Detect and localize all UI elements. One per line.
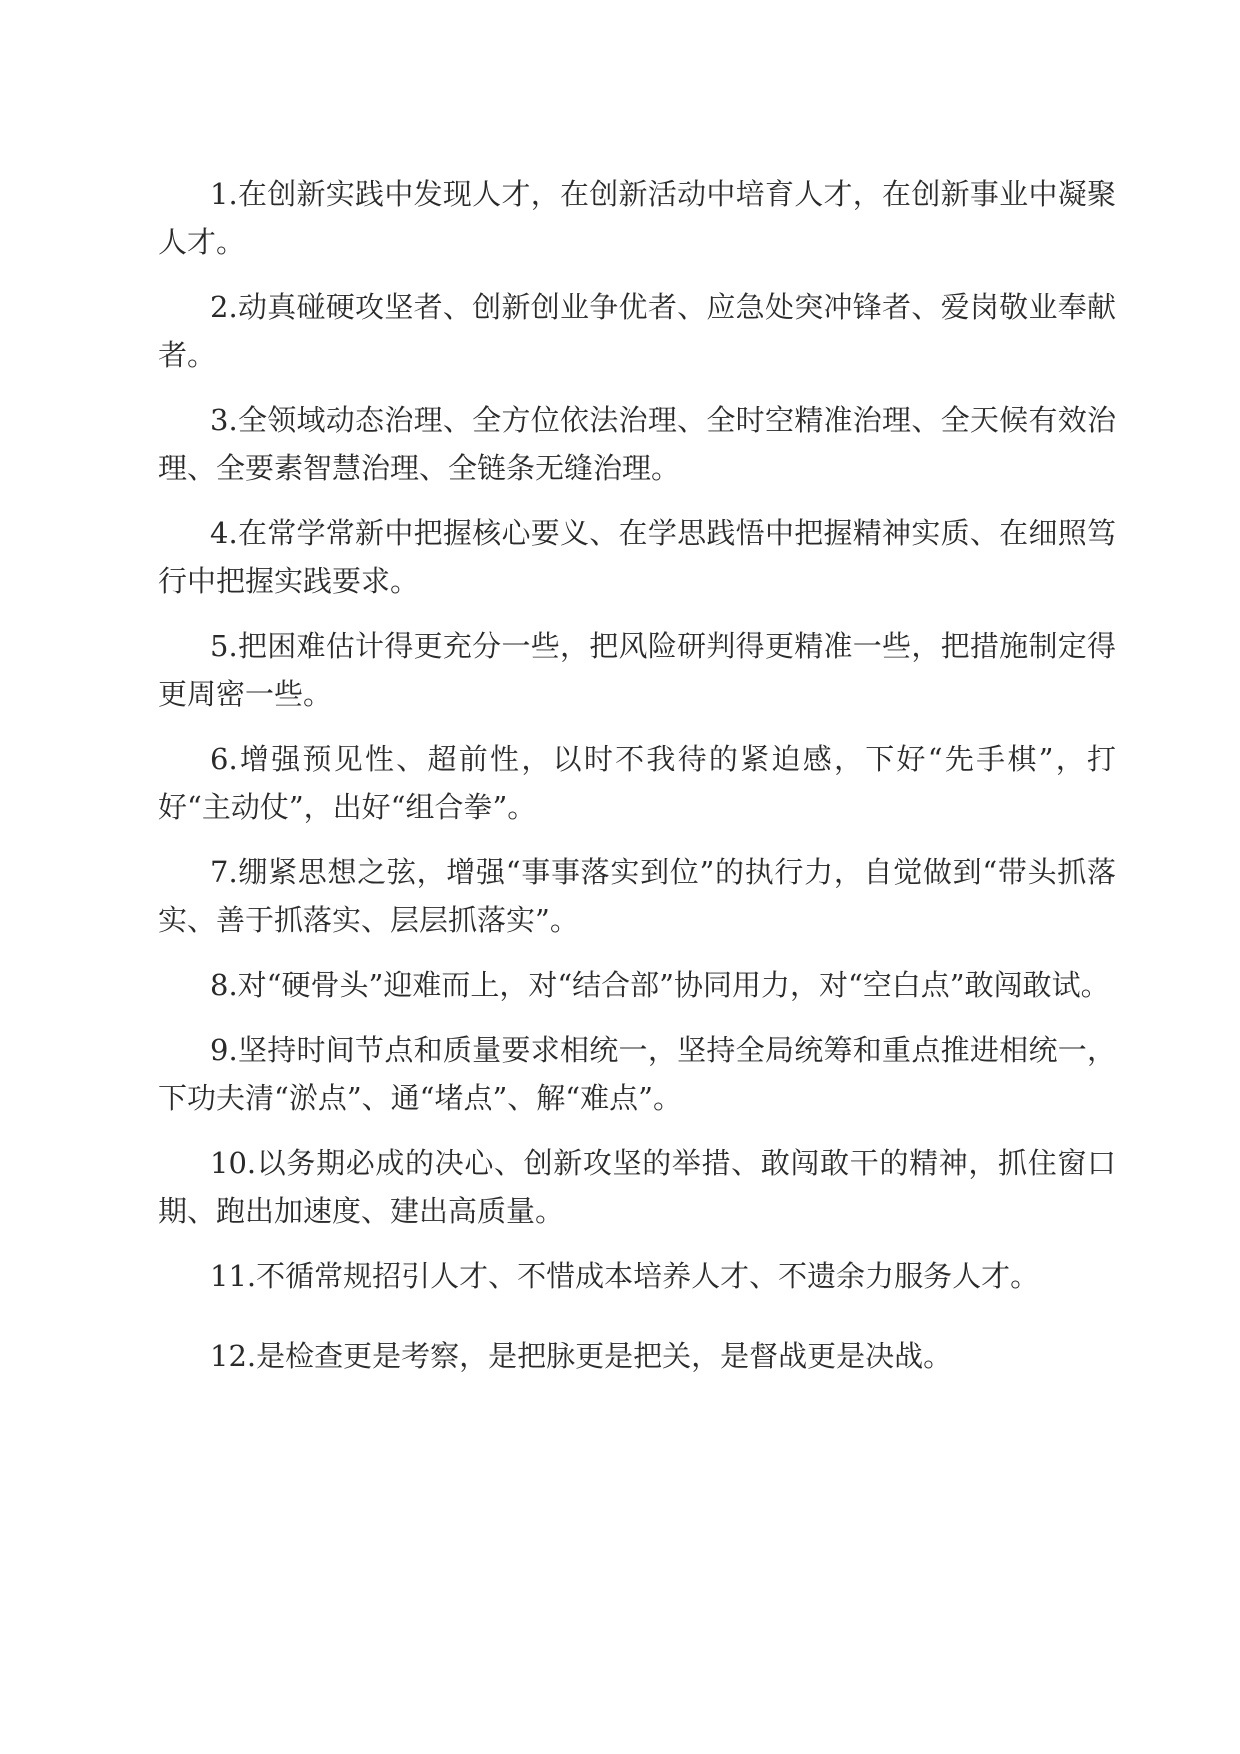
paragraph-6: 6.增强预见性、超前性，以时不我待的紧迫感，下好“先手棋”，打好“主动仗”，出好“组合拳”。 [158,742,1116,824]
paragraph-12: 12.是检查更是考察，是把脉更是把关，是督战更是决战。 [210,1339,953,1373]
paragraph-7: 7.绷紧思想之弦，增强“事事落实到位”的执行力，自觉做到“带头抓落实、善于抓落实、层层抓落实”。 [158,855,1116,937]
document-body [158,170,1116,1412]
paragraph-11: 11.不循常规招引人才、不惜成本培养人才、不遗余力服务人才。 [210,1259,1040,1293]
paragraph-3: 3.全领域动态治理、全方位依法治理、全时空精准治理、全天候有效治理、全要素智慧治理、全链条无缝治理。 [158,403,1116,485]
paragraph-8: 8.对“硬骨头”迎难而上，对“结合部”协同用力，对“空白点”敢闯敢试。 [210,968,1110,1002]
paragraph-5: 5.把困难估计得更充分一些，把风险研判得更精准一些，把措施制定得更周密一些。 [158,629,1116,711]
paragraph-2: 2.动真碰硬攻坚者、创新创业争优者、应急处突冲锋者、爱岗敬业奉献者。 [158,290,1116,372]
paragraph-1: 1.在创新实践中发现人才，在创新活动中培育人才，在创新事业中凝聚人才。 [158,177,1116,259]
paragraph-4: 4.在常学常新中把握核心要义、在学思践悟中把握精神实质、在细照笃行中把握实践要求。 [158,516,1116,598]
paragraph-10: 10.以务期必成的决心、创新攻坚的举措、敢闯敢干的精神，抓住窗口期、跑出加速度、建出高质量。 [158,1146,1116,1228]
paragraph-9: 9.坚持时间节点和质量要求相统一，坚持全局统筹和重点推进相统一，下功夫清“淤点”、通“堵点”、解“难点”。 [158,1033,1116,1115]
